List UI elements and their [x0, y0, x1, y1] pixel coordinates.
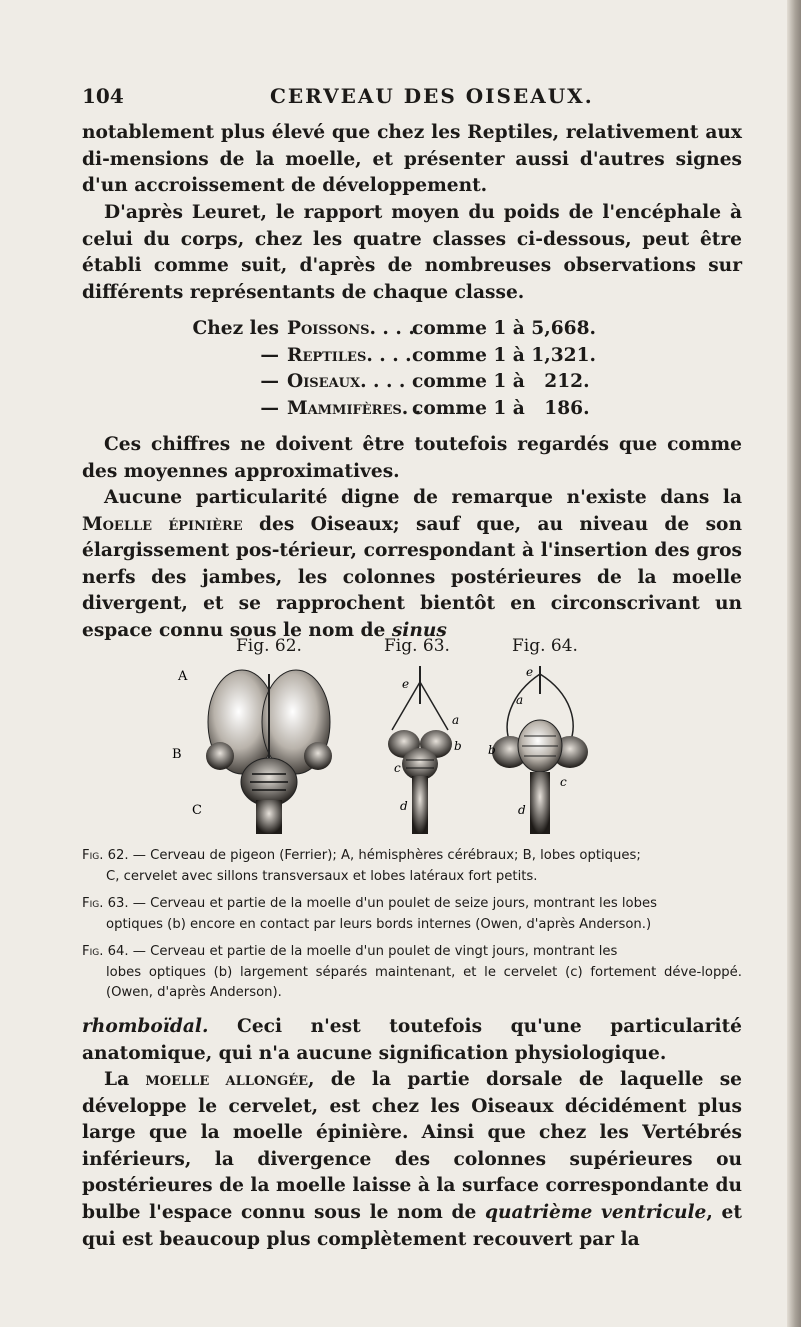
ratio-row: Chez les Poissons. . . . comme 1 à 5,668.: [192, 318, 597, 339]
ratio-row: — Reptiles. . . . comme 1 à 1,321.: [260, 344, 597, 366]
fig64-letter-c: c: [560, 775, 567, 789]
fig63-letter-c: c: [394, 761, 401, 775]
figure-title: Fig. 64.: [512, 636, 578, 656]
paragraph-3: Ces chiffres ne doivent être toutefois regardés que comme des moyennes approximatives.: [82, 434, 742, 482]
caption-fig62: Fig. 62. — Cerveau de pigeon (Ferrier); A, hémisphères cérébraux; B, lobes optiques; C, cervelet avec sillons transversaux et lobes latéraux fort petits.: [82, 848, 641, 884]
fig63-letter-e: e: [402, 677, 410, 691]
paragraph-6: La moelle allongée, de la partie dorsale de laquelle se développe le cervelet, est chez les Oiseaux décidément plus large que la moelle épinière. Ainsi que chez les Vertébrés inférieurs, la divergence des colonnes supérieures ou postérieures de la moelle laisse à la surface correspondante du bulbe l'espace connu sous le nom de quatrième ventricule, et qui est beaucoup plus complètement recouvert par la: [82, 1069, 742, 1250]
page-number: 104: [82, 84, 124, 108]
caption-fig64: Fig. 64. — Cerveau et partie de la moelle d'un poulet de vingt jours, montrant les lobes optiques (b) largement séparés maintenant, et le cervelet (c) fortement déve-loppé. (Owen, d'après Anderson).: [82, 944, 742, 1000]
ratio-row: — Mammifères. . comme 1 à 186.: [260, 397, 590, 419]
running-title: CERVEAU DES OISEAUX.: [270, 84, 594, 108]
caption-fig63: Fig. 63. — Cerveau et partie de la moelle d'un poulet de seize jours, montrant les lobes optiques (b) encore en contact par leurs bords internes (Owen, d'après Anderson.): [82, 896, 657, 932]
fig63-drawing: [388, 666, 452, 834]
figure-titles: [0, 636, 801, 660]
brain-figures: [172, 664, 650, 834]
fig62-letter-b: B: [172, 747, 182, 762]
fig64-letter-d: d: [518, 803, 526, 817]
page-edge: [787, 0, 801, 1327]
fig62-letter-a: A: [178, 669, 188, 684]
running-header: [82, 84, 742, 112]
fig62-drawing: [206, 670, 332, 834]
figure-title: Fig. 62.: [236, 636, 302, 656]
paragraph-4: Aucune particularité digne de remarque n'existe dans la Moelle épinière des Oiseaux; sauf que, au niveau de son élargissement pos-térieur, correspondant à l'insertion des gros nerfs des jambes, les colonnes postérieures de la moelle divergent, et se rapprochent bientôt en circonscrivant un espace connu sous le nom de sinus: [82, 487, 742, 641]
paragraph-1: notablement plus élevé que chez les Reptiles, relativement aux di-mensions de la moelle, et présenter aussi d'autres signes d'un accroissement de développement.: [82, 122, 742, 197]
ratio-row: — Oiseaux. . . . comme 1 à 212.: [260, 371, 590, 393]
ratio-table: [160, 316, 680, 422]
fig63-letter-b: b: [454, 739, 462, 753]
figure-title: Fig. 63.: [384, 636, 450, 656]
paragraph-2: D'après Leuret, le rapport moyen du poids de l'encéphale à celui du corps, chez les quatre classes ci-dessous, peut être établi comme suit, d'après de nombreuses observations sur différents représentants de chaque classe.: [82, 202, 742, 303]
fig64-letter-e: e: [526, 665, 534, 679]
fig63-letter-a: a: [452, 713, 460, 727]
fig62-letter-c: C: [192, 803, 202, 818]
fig63-letter-d: d: [400, 799, 408, 813]
fig64-letter-a: a: [516, 693, 524, 707]
paragraph-5: rhomboïdal. Ceci n'est toutefois qu'une particularité anatomique, qui n'a aucune signification physiologique.: [82, 1016, 742, 1064]
fig64-drawing: [492, 666, 588, 834]
fig64-letter-b: b: [488, 743, 496, 757]
